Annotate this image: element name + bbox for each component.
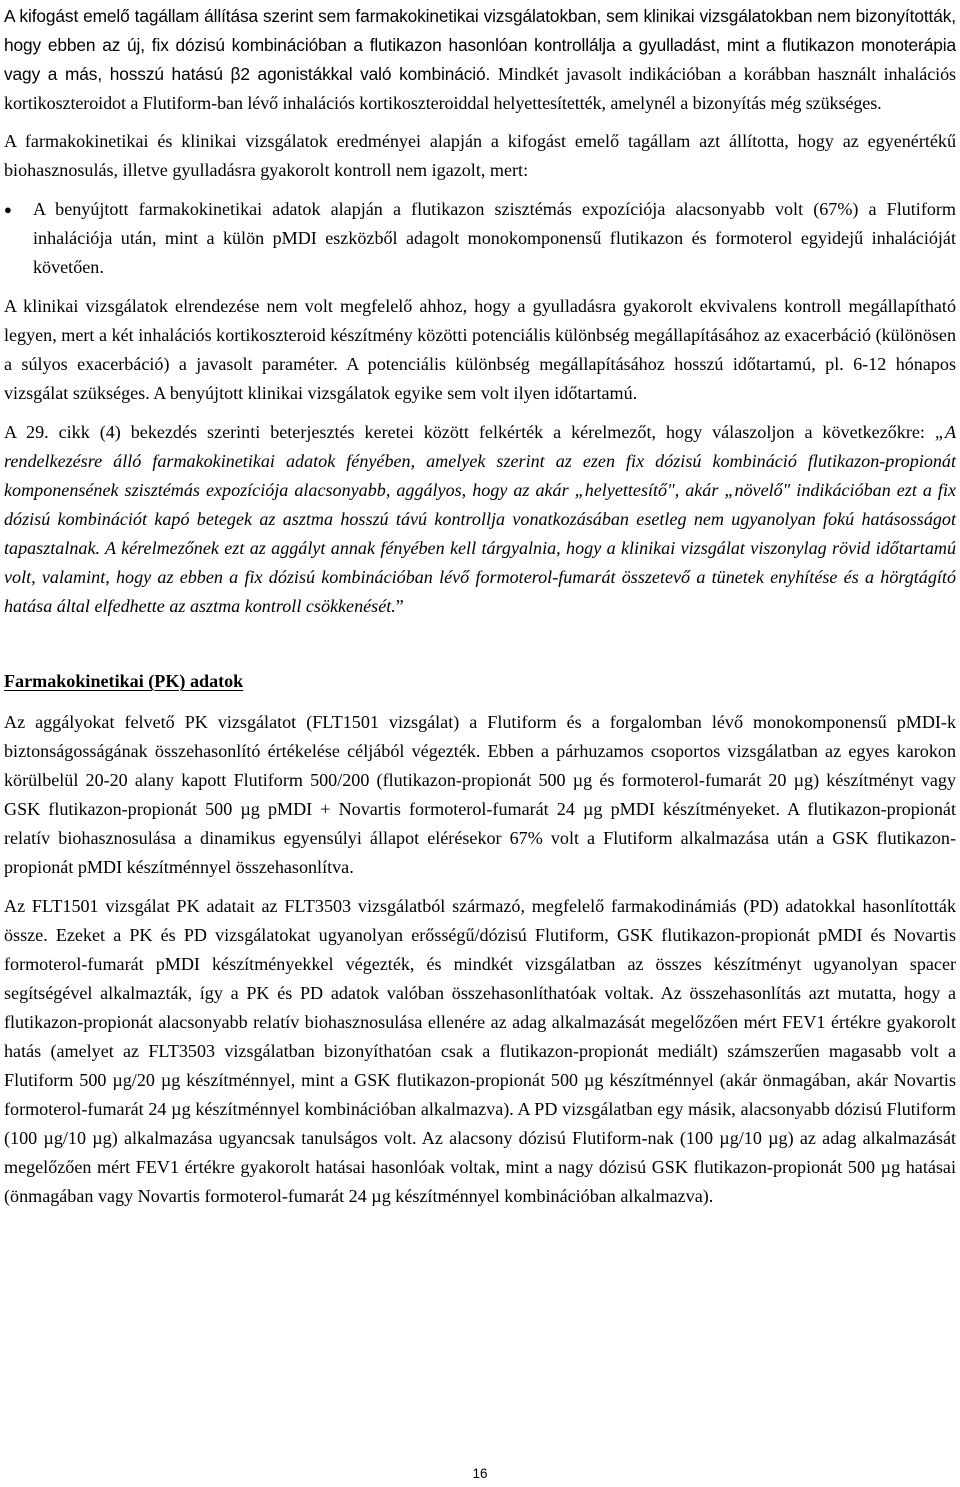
paragraph-objection-summary	[4, 0, 956, 118]
bullet-icon: ●	[4, 202, 12, 217]
paragraph-flt1501: Az aggályokat felvető PK vizsgálatot (FLT1501 vizsgálat) a Flutiform és a forgalomban lévő monokomponensű pMDI-k biztonságosságának összehasonlító értékelése céljából végezték. Ebben a párhuzamos csoportos vizsgálatban az egyes karokon körülbelül 20-20 alany kapott Flutiform 500/200 (flutikazon-propionát 500 µg és formoterol-fumarát 20 µg) készítményt vagy GSK flutikazon-propionát 500 µg pMDI + Novartis formoterol-fumarát 24 µg pMDI készítményeket. A flutikazon-propionát relatív biohasznosulása a dinamikus egyensúlyi állapot elérésekor 67% volt a Flutiform alkalmazása után a GSK flutikazon-propionát pMDI készítménnyel összehasonlítva.	[4, 712, 956, 877]
paragraph-objection-text: A kifogást emelő tagállam állítása szerint sem farmakokinetikai vizsgálatokban, sem klinikai vizsgálatokban nem bizonyították, hogy ebben az új, fix dózisú kombinációban a flutikazon hasonlóan kontrollálja a gyulladást, mint a flutikazon monoterápia vagy a más, hosszú hatású β2 agonistákkal való kombináció.	[4, 6, 956, 84]
paragraph-article-29	[4, 418, 956, 621]
article-29-intro: A 29. cikk (4) bekezdés szerinti beterjesztés keretei között felkérték a kérelmezőt, hogy válaszoljon a következőkre:	[4, 422, 935, 442]
paragraph-clinical-design: A klinikai vizsgálatok elrendezése nem volt megfelelő ahhoz, hogy a gyulladásra gyakorolt ekvivalens kontroll megállapítható legyen, mert a két inhalációs kortikoszteroid készítmény közötti potenciális különbség megállapításához az exacerbáció (különösen a súlyos exacerbáció) a javasolt paraméter. A potenciális különbség megállapításához hosszú időtartamú, pl. 6-12 hónapos vizsgálat szükséges. A benyújtott klinikai vizsgálatok egyike sem volt ilyen időtartamú.	[4, 296, 956, 403]
bullet-text: A benyújtott farmakokinetikai adatok alapján a flutikazon szisztémás expozíciója alacsonyabb volt (67%) a Flutiform inhalációja után, mint a külön pMDI eszközből adagolt monokomponensű flutikazon és formoterol egyidejű inhalációját követően.	[33, 199, 956, 277]
list-item	[4, 195, 956, 282]
paragraph-pk-clinical-claim: A farmakokinetikai és klinikai vizsgálatok eredményei alapján a kifogást emelő tagállam azt állította, hogy az egyenértékű biohasznosulás, illetve gyulladásra gyakorolt kontroll nem igazolt, mert:	[4, 131, 956, 180]
bullet-list	[4, 195, 956, 282]
paragraph-objection-text-2: Mindkét javasolt indikációban a korábban használt inhalációs kortikoszteroidot a Flutiform-ban lévő inhalációs kortikoszteroiddal helyettesítették, amelynél a bizonyítás még szükséges.	[4, 64, 956, 113]
page-number: 16	[472, 1466, 488, 1481]
article-29-close: ”	[395, 596, 404, 616]
section-heading: Farmakokinetikai (PK) adatok	[4, 671, 244, 691]
document-page	[4, 0, 956, 1211]
paragraph-flt3503-comparison: Az FLT1501 vizsgálat PK adatait az FLT3503 vizsgálatból származó, megfelelő farmakodinámiás (PD) adatokkal hasonlították össze. Ezeket a PK és PD vizsgálatokat ugyanolyan erősségű/dózisú Flutiform, GSK flutikazon-propionát pMDI és Novartis formoterol-fumarát pMDI készítményekkel végezték, és mindkét vizsgálatban az összes készítményt ugyanolyan spacer segítségével alkalmazták, így a PK és PD adatok valóban összehasonlíthatóak voltak. Az összehasonlítás azt mutatta, hogy a flutikazon-propionát alacsonyabb relatív biohasznosulása ellenére az adag alkalmazását megelőzően mért FEV1 értékre gyakorolt hatás (amelyet az FLT3503 vizsgálatban bizonyíthatóan csak a flutikazon-propionát mediált) számszerűen magasabb volt a Flutiform 500 µg/20 µg készítménnyel, mint a GSK flutikazon-propionát 500 µg készítménnyel (akár önmagában, akár Novartis formoterol-fumarát 24 µg készítménnyel kombinációban alkalmazva). A PD vizsgálatban egy másik, alacsonyabb dózisú Flutiform (100 µg/10 µg) alkalmazása ugyancsak tanulságos volt. Az alacsony dózisú Flutiform-nak (100 µg/10 µg) az adag alkalmazását megelőzően mért FEV1 értékre gyakorolt hatásai hasonlóak voltak, mint a nagy dózisú GSK flutikazon-propionát 500 µg hatásai (önmagában vagy Novartis formoterol-fumarát 24 µg készítménnyel kombinációban alkalmazva).	[4, 896, 956, 1206]
article-29-quote: „A rendelkezésre álló farmakokinetikai adatok fényében, amelyek szerint az ezen fix dózisú kombináció flutikazon-propionát komponensének szisztémás expozíciója alacsonyabb, aggályos, hogy az akár „helyettesítő", akár „növelő" indikációban ezt a fix dózisú kombinációt kapó betegek az asztma hosszú távú kontrollja vonatkozásában esetleg nem ugyanolyan fokú hatásosságot tapasztalnak. A kérelmezőnek ezt az aggályt annak fényében kell tárgyalnia, hogy a klinikai vizsgálat viszonylag rövid időtartamú volt, valamint, hogy az ebben a fix dózisú kombinációban lévő formoterol-fumarát összetevő a tünetek enyhítése és a hörgtágító hatása által elfedhette az asztma kontroll csökkenését.	[4, 422, 956, 616]
